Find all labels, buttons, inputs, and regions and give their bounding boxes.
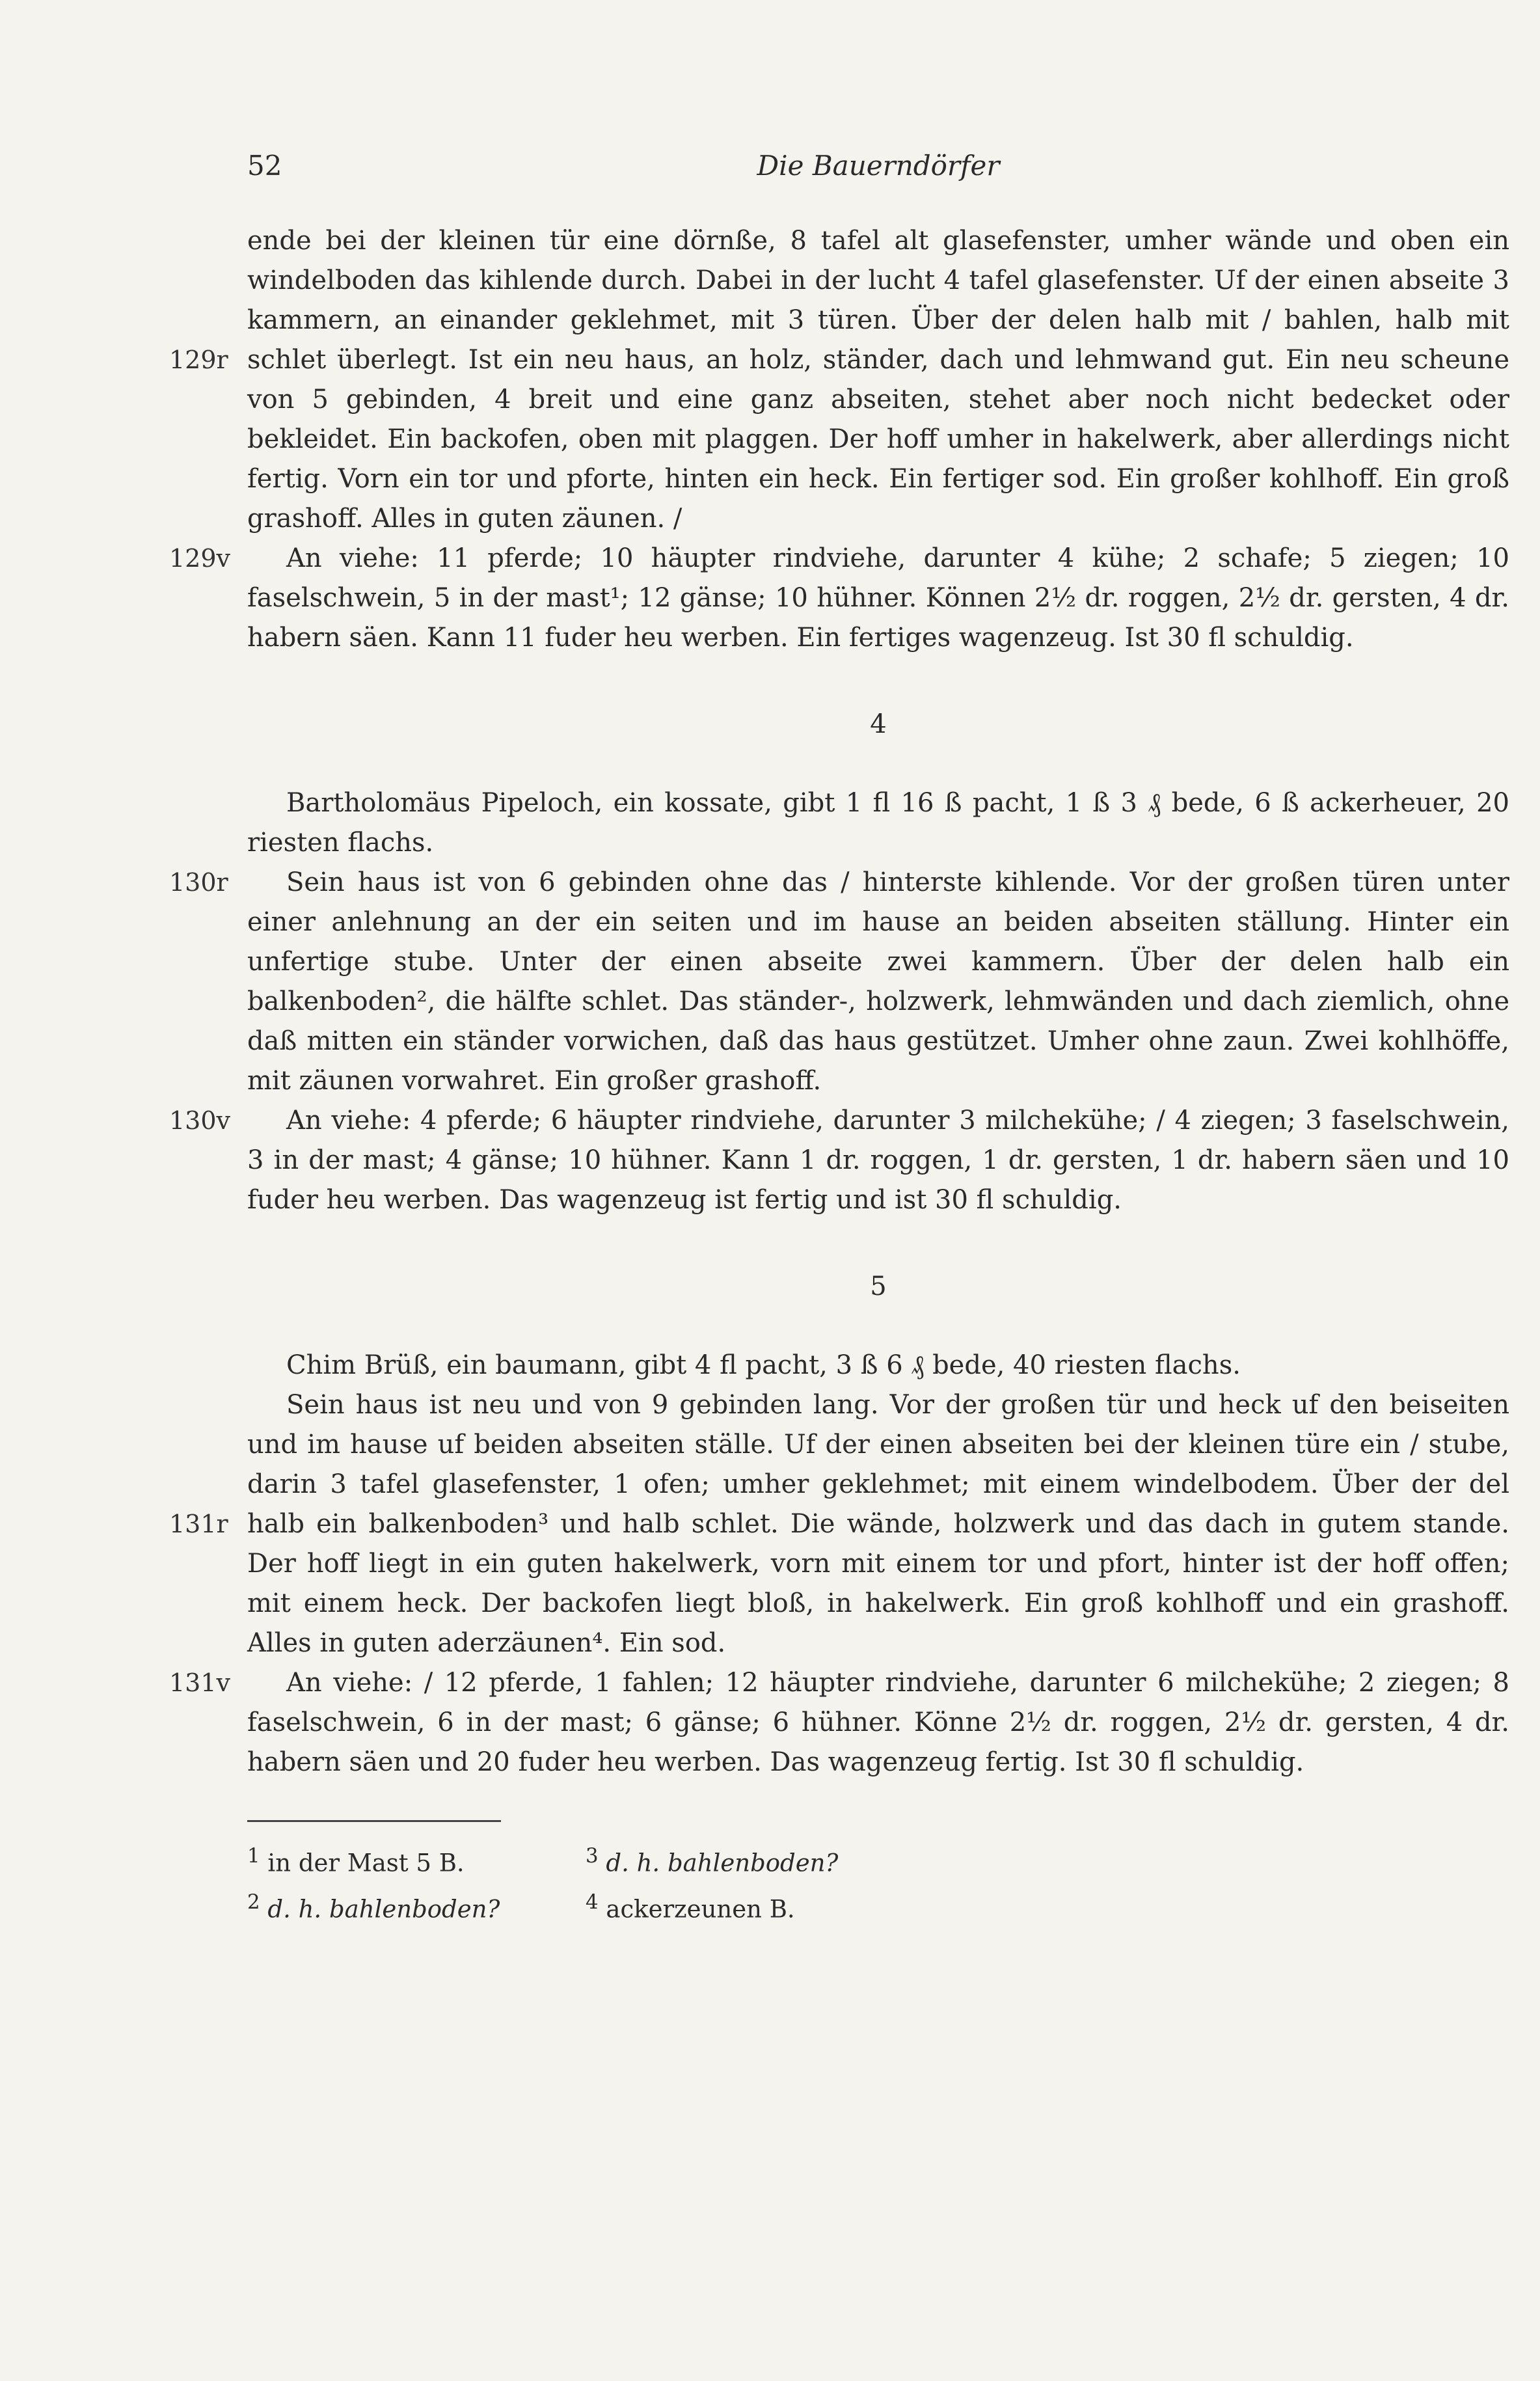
paragraph-house-description [169, 863, 1509, 1101]
main-text [169, 221, 1509, 1929]
paragraph-house-description [169, 1385, 1509, 1663]
footnote-text: d. h. bahlenboden? [267, 1895, 500, 1924]
footnote-rule [247, 1820, 501, 1822]
section-number-5: 5 [870, 1272, 887, 1301]
paragraph-text: An viehe: / 12 pferde, 1 fahlen; 12 häupter rindviehe, darunter 6 milchekühe; 2 ziegen; 8 faselschwein, 6 in der mast; 6 gänse; 6 hühner. Könne 2½ dr. roggen, 2½ dr. gersten, 4 dr. habern säen und 20 fuder heu werben. Das wagenzeug fertig. Ist 30 fl schuldig. [247, 1668, 1509, 1777]
paragraph-entry [247, 783, 1509, 863]
margin-folio-131v: 131v [169, 1668, 230, 1697]
paragraph-livestock [169, 1101, 1509, 1220]
paragraph-entry [247, 1346, 1509, 1385]
footnote-2 [247, 1883, 586, 1929]
footnote-marker: 1 [247, 1844, 260, 1868]
running-title: Die Bauerndörfer [757, 150, 1000, 182]
paragraph-text: An viehe: 11 pferde; 10 häupter rindviehe, darunter 4 kühe; 2 schafe; 5 ziegen; 10 faselschwein, 5 in der mast¹; 12 gänse; 10 hühner. Können 2½ dr. roggen, 2½ dr. gersten, 4 dr. habern säen. Kann 11 fuder heu werben. Ein fertiges wagenzeug. Ist 30 fl schuldig. [247, 543, 1509, 653]
margin-folio-130r: 130r [169, 868, 228, 897]
paragraph-livestock [169, 539, 1509, 658]
margin-folio-131r: 131r [169, 1510, 228, 1538]
paragraph-text: Sein haus ist von 6 gebinden ohne das / hinterste kihlende. Vor der großen türen unter einer anlehnung an der ein seiten und im hause an beiden abseiten ställung. Hinter ein unfertige stube. Unter der einen abseite zwei kammern. Über der delen halb ein balkenboden², die hälfte schlet. Das ständer-, holzwerk, lehmwänden und dach ziemlich, ohne daß mitten ein ständer vorwichen, daß das haus gestützet. Umher ohne zaun. Zwei kohlhöffe, mit zäunen vorwahret. Ein großer grashoff. [247, 867, 1509, 1096]
page-number: 52 [247, 150, 282, 182]
footnote-marker: 4 [586, 1890, 599, 1914]
page-header [247, 150, 1509, 195]
margin-folio-130v: 130v [169, 1106, 230, 1135]
margin-folio-129v: 129v [169, 544, 230, 573]
paragraph-livestock [169, 1663, 1509, 1782]
footnote-text: d. h. bahlenboden? [606, 1849, 839, 1877]
footnote-3 [586, 1836, 950, 1883]
footnote-text: ackerzeunen B. [606, 1895, 795, 1924]
paragraph-text: Sein haus ist neu und von 9 gebinden lang. Vor der großen tür und heck uf den beiseiten und im hause uf beiden abseiten ställe. Uf der einen abseiten bei der kleinen türe ein / stube, darin 3 tafel glasefenster, 1 ofen; umher geklehmet; mit einem windelbodem. Über der del halb ein balkenboden³ und halb schlet. Die wände, holzwerk und das dach in gutem stande. Der hoff liegt in ein guten hakelwerk, vorn mit einem tor und pfort, hinter ist der hoff offen; mit einem heck. Der backofen liegt bloß, in hakelwerk. Ein groß kohlhoff und ein grashoff. Alles in guten aderzäunen⁴. Ein sod. [247, 1390, 1509, 1658]
footnotes [247, 1836, 1509, 1929]
footnote-4 [586, 1883, 950, 1929]
footnote-marker: 3 [586, 1844, 599, 1868]
paragraph-text: An viehe: 4 pferde; 6 häupter rindviehe, darunter 3 milchekühe; / 4 ziegen; 3 faselschwein, 3 in der mast; 4 gänse; 10 hühner. Kann 1 dr. roggen, 1 dr. gersten, 1 dr. habern säen und 10 fuder heu werben. Das wagenzeug ist fertig und ist 30 fl schuldig. [247, 1106, 1509, 1215]
section-number-4: 4 [870, 709, 887, 739]
footnote-text: in der Mast 5 B. [267, 1849, 465, 1877]
paragraph-house-description [169, 221, 1509, 539]
margin-folio-129r: 129r [169, 346, 228, 374]
paragraph-text: Chim Brüß, ein baumann, gibt 4 fl pacht, 3 ß 6 ₰ bede, 40 riesten flachs. [286, 1350, 1241, 1380]
paragraph-text: Bartholomäus Pipeloch, ein kossate, gibt 1 fl 16 ß pacht, 1 ß 3 ₰ bede, 6 ß ackerheuer, 20 riesten flachs. [247, 788, 1509, 858]
footnote-marker: 2 [247, 1890, 260, 1914]
paragraph-text: ende bei der kleinen tür eine dörnße, 8 tafel alt glasefenster, umher wände und oben ein windelboden das kihlende durch. Dabei in der lucht 4 tafel glasefenster. Uf der einen abseite 3 kammern, an einander geklehmet, mit 3 türen. Über der delen halb mit / bahlen, halb mit schlet überlegt. Ist ein neu haus, an holz, ständer, dach und lehmwand gut. Ein neu scheune von 5 gebinden, 4 breit und eine ganz abseiten, stehet aber noch nicht bedecket oder bekleidet. Ein backofen, oben mit plaggen. Der hoff umher in hakelwerk, aber allerdings nicht fertig. Vorn ein tor und pforte, hinten ein heck. Ein fertiger sod. Ein großer kohlhoff. Ein groß grashoff. Alles in guten zäunen. / [247, 226, 1509, 534]
footnote-1 [247, 1836, 586, 1883]
